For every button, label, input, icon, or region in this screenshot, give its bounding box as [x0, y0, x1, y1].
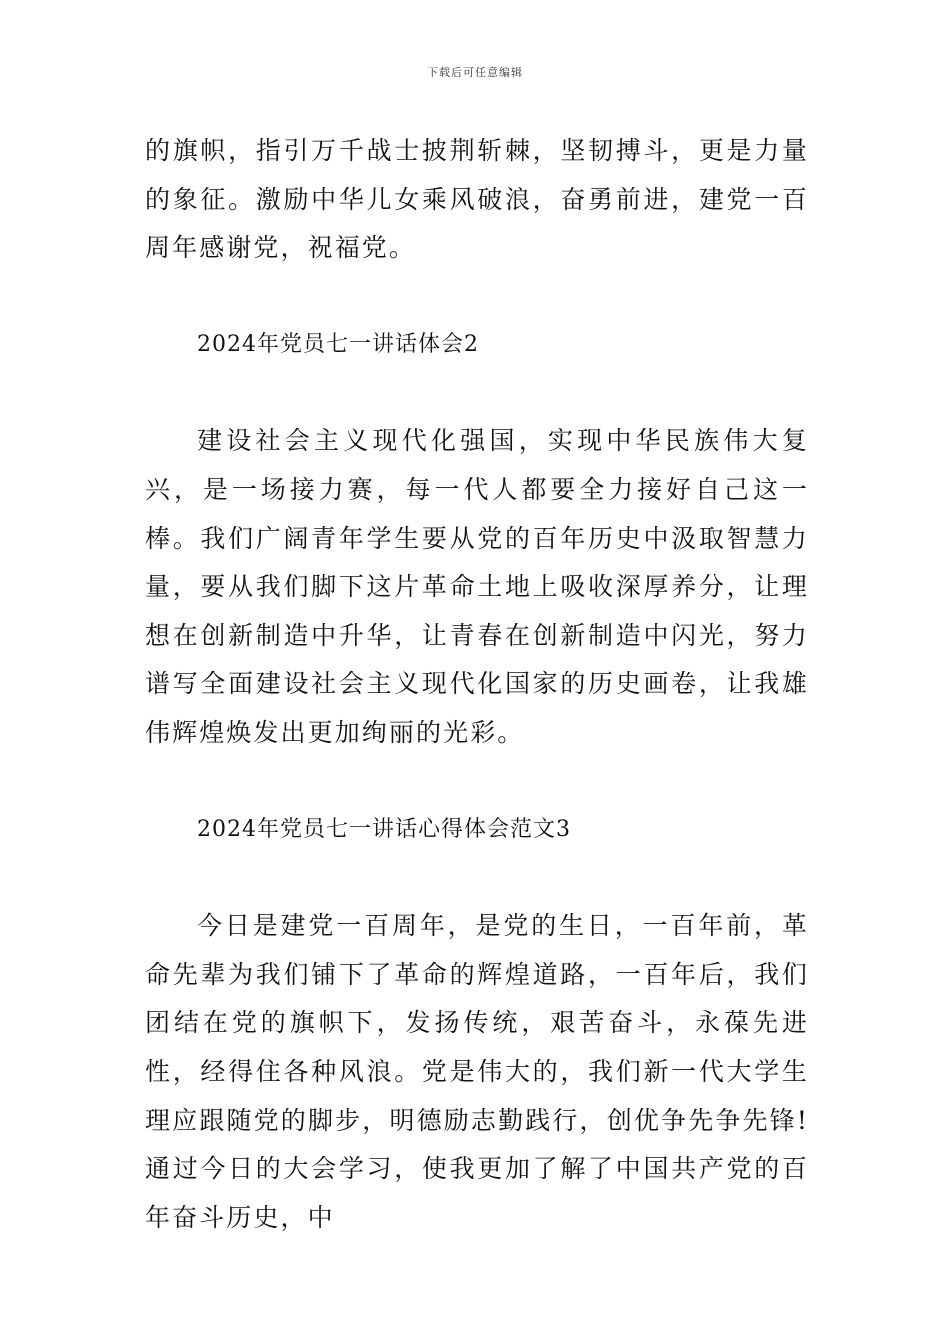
paragraph-2: 建设社会主义现代化强国，实现中华民族伟大复兴，是一场接力赛，每一代人都要全力接好自己这一棒。我们广阔青年学生要从党的百年历史中汲取智慧力量，要从我们脚下这片革命土地上吸收深厚养分，让理想在创新制造中升华，让青春在创新制造中闪光，努力谱写全面建设社会主义现代化国家的历史画卷，让我雄伟辉煌焕发出更加绚丽的光彩。	[145, 426, 809, 747]
section-heading-2: 2024年党员七一讲话体会2	[197, 331, 479, 357]
page-header-note: 下载后可任意编辑	[427, 66, 523, 79]
paragraph-1: 的旗帜，指引万千战士披荆斩棘，坚韧搏斗，更是力量的象征。激励中华儿女乘风破浪，奋勇前进，建党一百周年感谢党，祝福党。	[145, 136, 809, 263]
document-body	[145, 127, 809, 1242]
paragraph-3: 今日是建党一百周年，是党的生日，一百年前，革命先辈为我们铺下了革命的辉煌道路，一百年后，我们团结在党的旗帜下，发扬传统，艰苦奋斗，永葆先进性，经得住各种风浪。党是伟大的，我们新一代大学生理应跟随党的脚步，明德励志勤践行，创优争先争先锋!通过今日的大会学习，使我更加了解了中国共产党的百年奋斗历史，中	[145, 911, 809, 1232]
section-heading-3: 2024年党员七一讲话心得体会范文3	[197, 816, 571, 842]
